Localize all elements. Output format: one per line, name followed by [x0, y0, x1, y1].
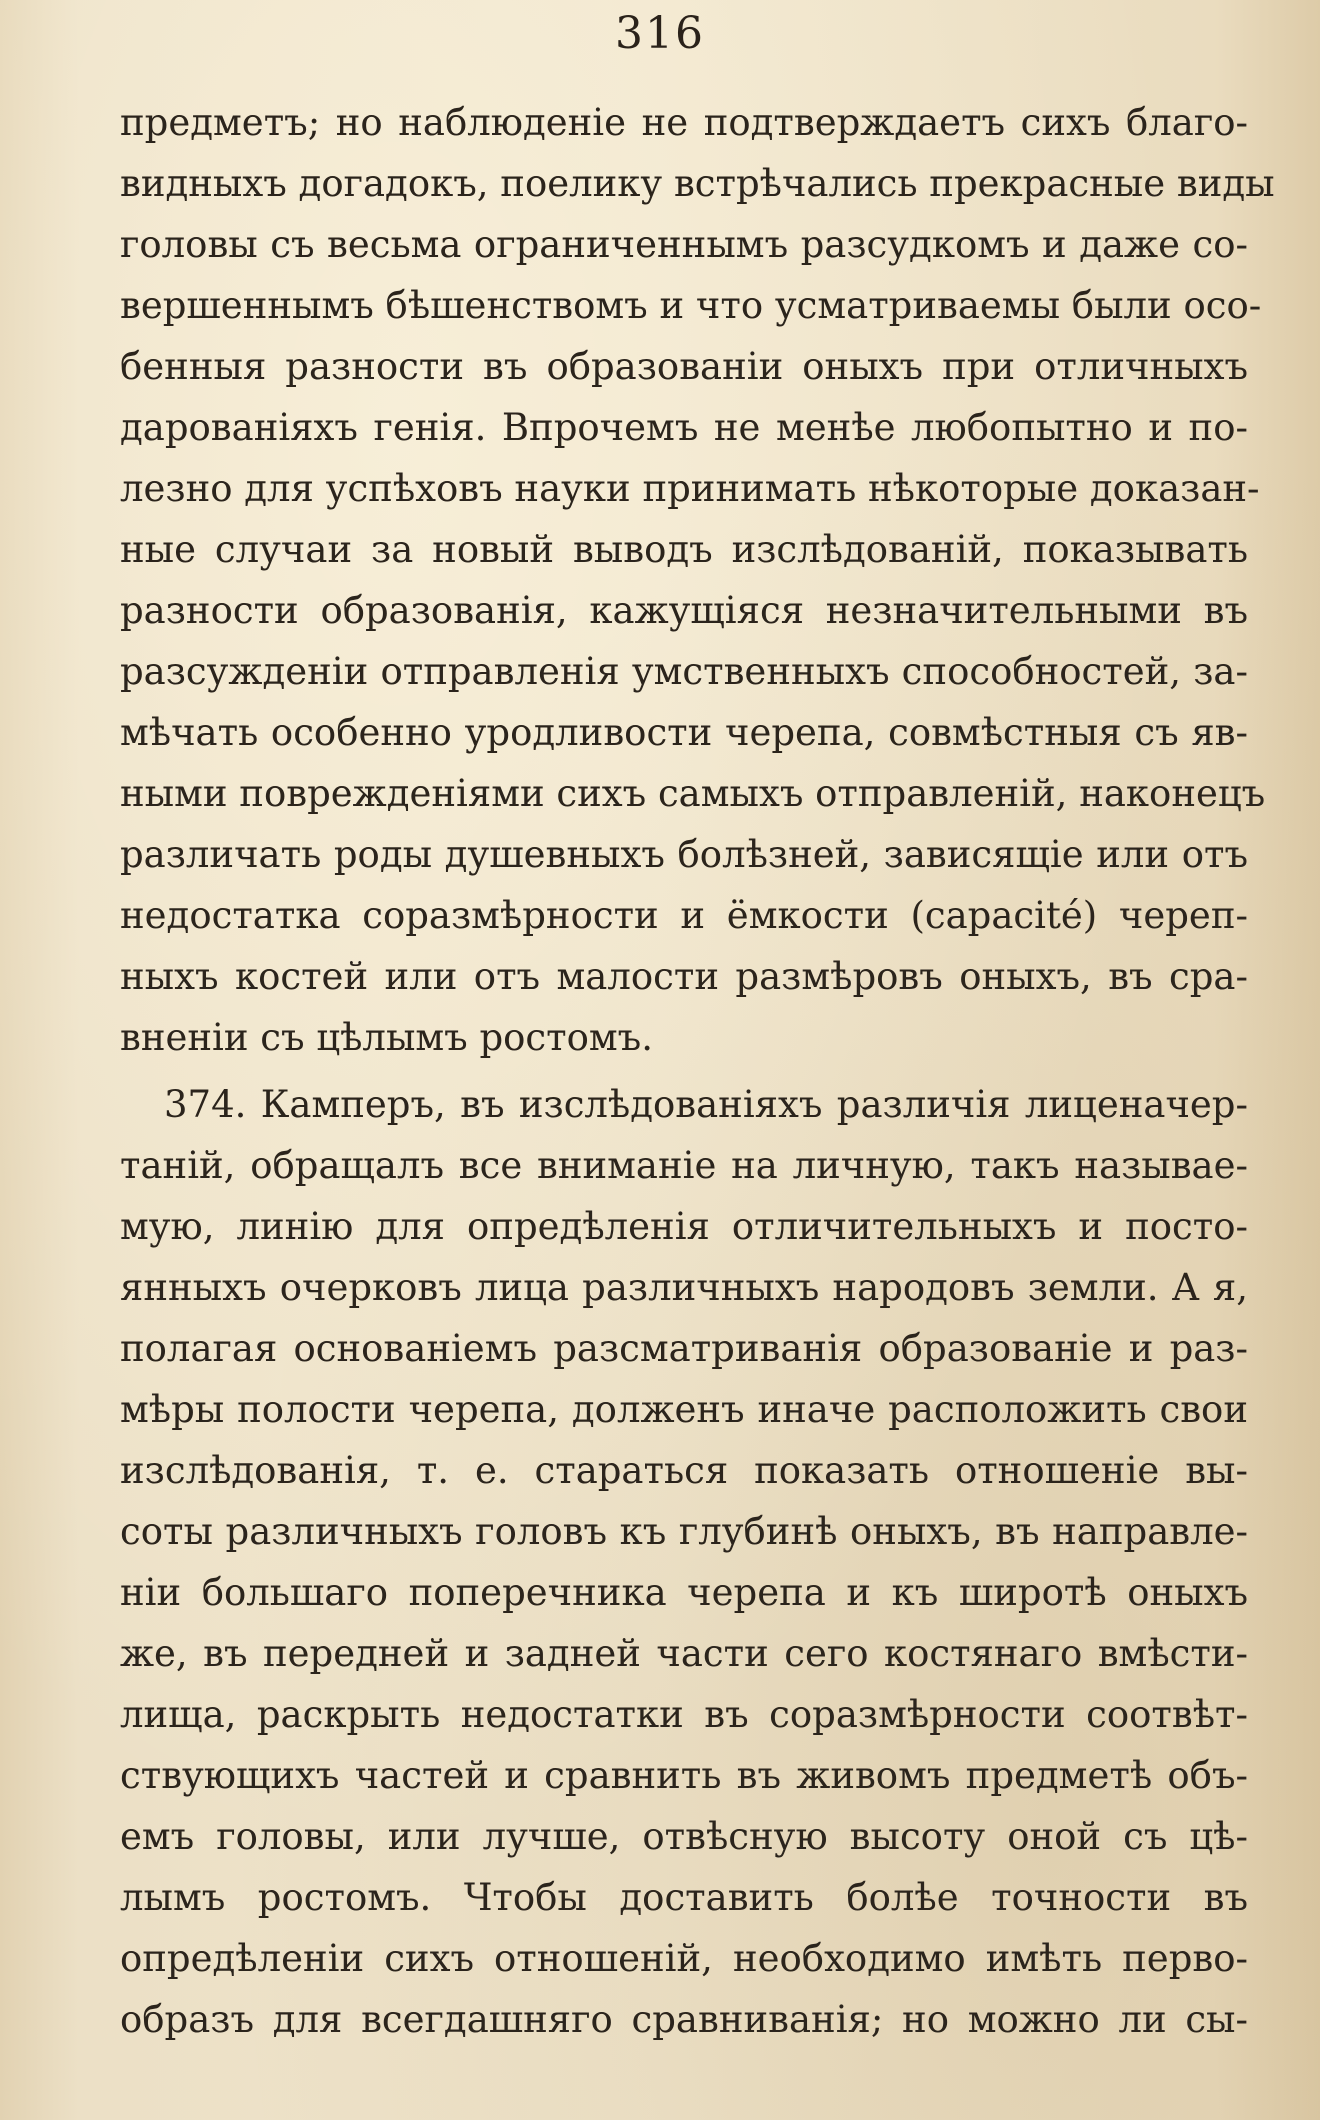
paragraph-2 [120, 1074, 1248, 2050]
text-line: предметъ; но наблюденіе не подтверждаетъ сихъ благо- [120, 101, 1248, 144]
text-line: изслѣдованія, т. е. стараться показать отношеніе вы- [120, 1449, 1248, 1492]
text-line: разности образованія, кажущіяся незначительными въ [120, 589, 1248, 632]
text-line: лымъ ростомъ. Чтобы доставить болѣе точности въ [120, 1876, 1248, 1919]
text-line: мую, линію для опредѣленія отличительныхъ и посто- [120, 1205, 1248, 1248]
text-line: 374. Камперъ, въ изслѣдованіяхъ различія лиценачер- [164, 1083, 1248, 1126]
text-line: емъ головы, или лучше, отвѣсную высоту оной съ цѣ- [120, 1815, 1248, 1858]
text-line: головы съ весьма ограниченнымъ разсудкомъ и даже со- [120, 223, 1248, 266]
text-line: опредѣленіи сихъ отношеній, необходимо имѣть перво- [120, 1937, 1248, 1980]
text-line: лезно для успѣховъ науки принимать нѣкоторые доказан- [120, 467, 1260, 510]
page-number: 316 [615, 8, 705, 59]
text-line: бенныя разности въ образованіи оныхъ при отличныхъ [120, 345, 1248, 388]
paragraph-1 [120, 92, 1275, 1068]
text-line: вненіи съ цѣлымъ ростомъ. [120, 1016, 653, 1059]
text-line: различать роды душевныхъ болѣзней, зависящіе или отъ [120, 833, 1248, 876]
text-line: янныхъ очерковъ лица различныхъ народовъ земли. А я, [120, 1266, 1248, 1309]
text-line: дарованіяхъ генія. Впрочемъ не менѣе любопытно и по- [120, 406, 1248, 449]
text-line: же, въ передней и задней части сего костянаго вмѣсти- [120, 1632, 1248, 1675]
text-line: полагая основаніемъ разсматриванія образованіе и раз- [120, 1327, 1248, 1370]
text-line: ніи большаго поперечника черепа и къ широтѣ оныхъ [120, 1571, 1248, 1614]
text-line: разсужденіи отправленія умственныхъ способностей, за- [120, 650, 1248, 693]
text-line: ныхъ костей или отъ малости размѣровъ оныхъ, въ сра- [120, 955, 1248, 998]
text-line: лища, раскрыть недостатки въ соразмѣрности соотвѣт- [120, 1693, 1248, 1736]
text-line: видныхъ догадокъ, поелику встрѣчались прекрасные виды [120, 162, 1275, 205]
text-line: образъ для всегдашняго сравниванія; но можно ли сы- [120, 1998, 1248, 2041]
text-line: ные случаи за новый выводъ изслѣдованій, показывать [120, 528, 1248, 571]
text-line: вершеннымъ бѣшенствомъ и что усматриваемы были осо- [120, 284, 1262, 327]
text-line: мѣры полости черепа, долженъ иначе расположить свои [120, 1388, 1248, 1431]
text-line: таній, обращалъ все вниманіе на личную, такъ называе- [120, 1144, 1248, 1187]
text-line: ствующихъ частей и сравнить въ живомъ предметѣ объ- [120, 1754, 1248, 1797]
text-line: ными поврежденіями сихъ самыхъ отправленій, наконецъ [120, 772, 1266, 815]
text-line: соты различныхъ головъ къ глубинѣ оныхъ, въ направле- [120, 1510, 1248, 1553]
text-line: мѣчать особенно уродливости черепа, совмѣстныя съ яв- [120, 711, 1248, 754]
text-line: недостатка соразмѣрности и ёмкости (capacité) череп- [120, 894, 1248, 937]
